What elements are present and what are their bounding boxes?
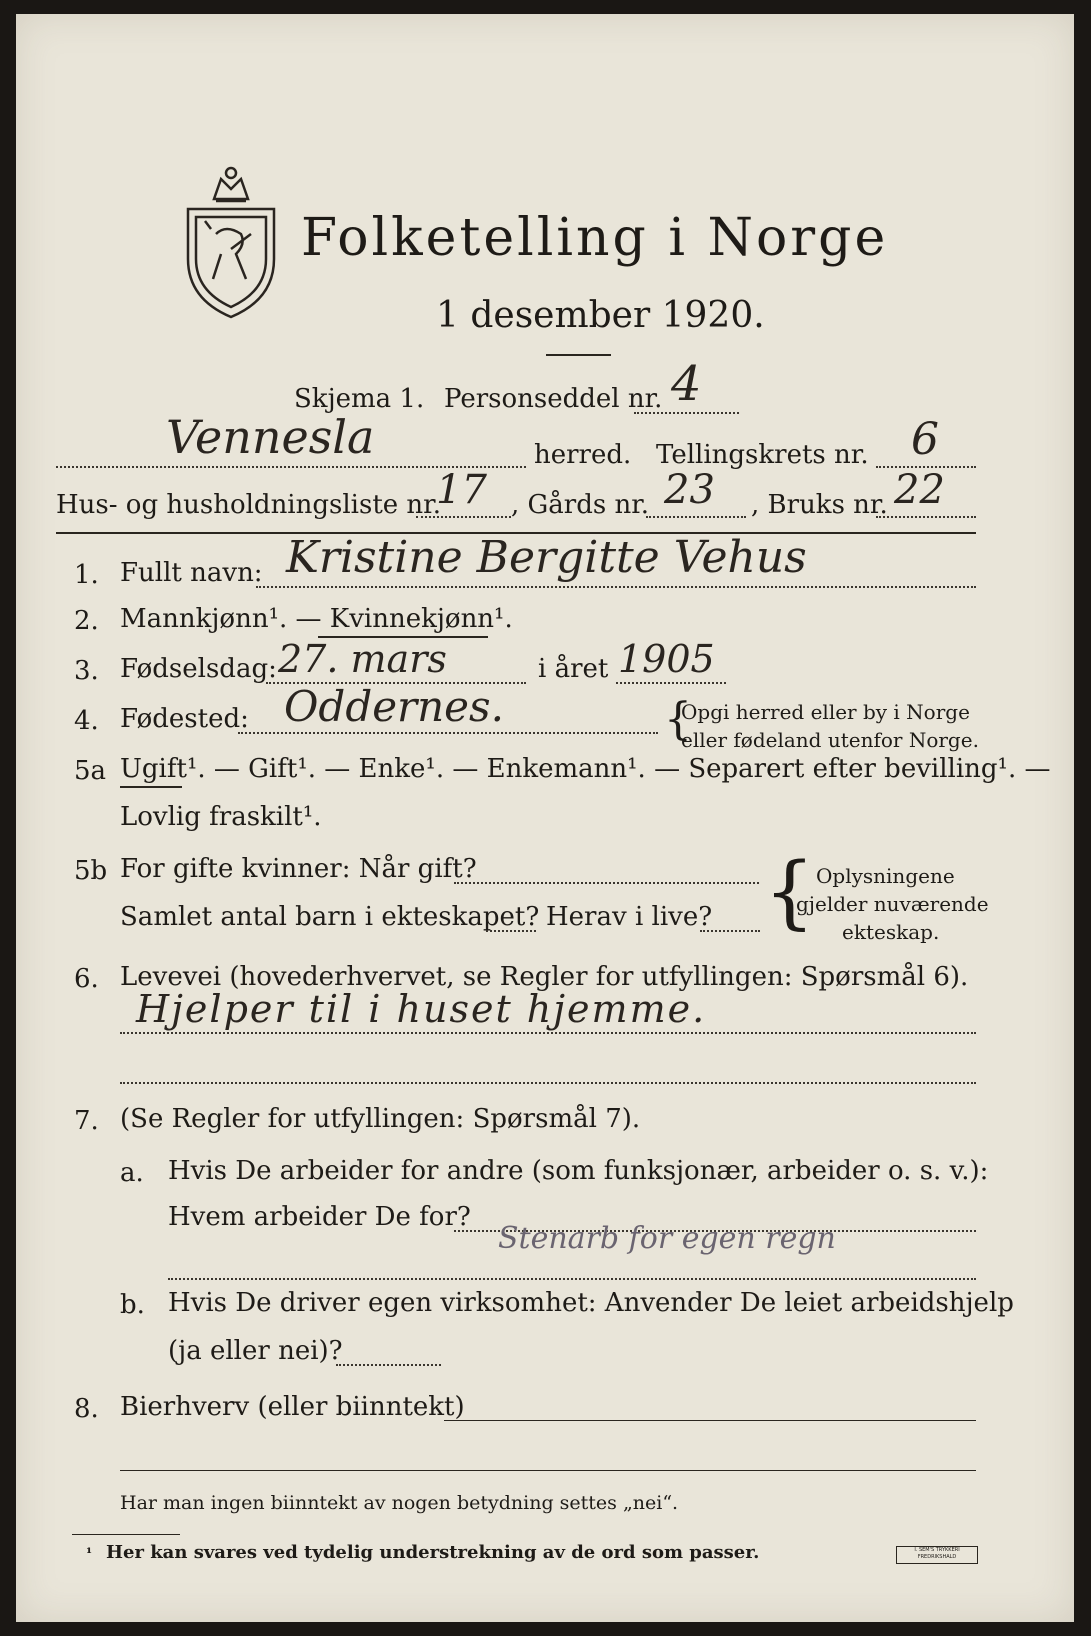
q7a-question: Hvis De arbeider for andre (som funksjonær, arbeider o. s. v.): bbox=[168, 1156, 989, 1186]
q2-number: 2. bbox=[74, 606, 99, 636]
children-label: Samlet antal barn i ekteskapet? bbox=[120, 902, 540, 932]
birthplace-value: Oddernes. bbox=[284, 682, 504, 731]
tellingskrets-value: 6 bbox=[911, 414, 939, 465]
q1-number: 1. bbox=[74, 560, 99, 590]
marriage-note-2: gjelder nuværende bbox=[796, 892, 989, 916]
q1-label: Fullt navn: bbox=[120, 558, 263, 588]
bruks-value: 22 bbox=[894, 467, 945, 513]
hus-value: 17 bbox=[436, 467, 487, 513]
form-title: Folketelling i Norge bbox=[301, 208, 889, 268]
census-form bbox=[16, 14, 1074, 1622]
q7b-number: b. bbox=[120, 1290, 145, 1320]
gards-label: , Gårds nr. bbox=[511, 490, 650, 520]
personseddel-value: 4 bbox=[671, 356, 702, 412]
personseddel-label: Personseddel nr. bbox=[444, 384, 663, 414]
q3-number: 3. bbox=[74, 656, 99, 686]
marriage-note-1: Oplysningene bbox=[816, 864, 955, 888]
q5a-number: 5a bbox=[74, 756, 107, 786]
birthplace-note-1: Opgi herred eller by i Norge bbox=[681, 700, 970, 724]
employer-value: Stenarb for egen regn bbox=[498, 1221, 836, 1256]
marital-status-options-2: Lovlig fraskilt¹. bbox=[120, 802, 322, 832]
coat-of-arms-icon bbox=[176, 159, 286, 319]
printer-stamp: I. SEM'S TRYKKERI FREDRIKSHALD bbox=[896, 1546, 978, 1564]
q5b-brace: { bbox=[764, 845, 815, 938]
married-when-label: For gifte kvinner: Når gift? bbox=[120, 854, 477, 884]
birth-year-value: 1905 bbox=[618, 637, 715, 681]
q4-number: 4. bbox=[74, 706, 99, 736]
title-divider bbox=[546, 354, 611, 356]
q7-number: 7. bbox=[74, 1106, 99, 1136]
full-name-value: Kristine Bergitte Vehus bbox=[286, 532, 807, 583]
q6-number: 6. bbox=[74, 964, 99, 994]
alive-label: Herav i live? bbox=[546, 902, 713, 932]
secondary-income-label: Bierhverv (eller biinntekt) bbox=[120, 1392, 465, 1422]
hired-help-label: (ja eller nei)? bbox=[168, 1336, 343, 1366]
marital-selection-underline bbox=[120, 786, 182, 788]
footnote-text: Her kan svares ved tydelig understrekning av de ord som passer. bbox=[106, 1542, 760, 1563]
tellingskrets-label: Tellingskrets nr. bbox=[656, 440, 869, 470]
gender-options: Mannkjønn¹. — Kvinnekjønn¹. bbox=[120, 604, 513, 634]
marital-status-options: Ugift¹. — Gift¹. — Enke¹. — Enkemann¹. — Separert efter bevilling¹. — bbox=[120, 754, 1051, 784]
form-date: 1 desember 1920. bbox=[436, 295, 765, 336]
herred-value: Vennesla bbox=[166, 410, 375, 464]
bruks-label: , Bruks nr. bbox=[751, 490, 888, 520]
q7a-number: a. bbox=[120, 1158, 144, 1188]
hus-label: Hus- og husholdningsliste nr. bbox=[56, 490, 442, 520]
q4-brace: { bbox=[664, 694, 692, 745]
q7b-question: Hvis De driver egen virksomhet: Anvender De leiet arbeidshjelp bbox=[168, 1288, 1014, 1318]
employer-label: Hvem arbeider De for? bbox=[168, 1202, 471, 1232]
marriage-note-3: ekteskap. bbox=[842, 920, 940, 944]
q5b-number: 5b bbox=[74, 856, 108, 886]
footnote-mark: ¹ bbox=[86, 1546, 93, 1562]
q4-label: Fødested: bbox=[120, 704, 249, 734]
q7-label: (Se Regler for utfyllingen: Spørsmål 7). bbox=[120, 1104, 641, 1134]
birthplace-note-2: eller fødeland utenfor Norge. bbox=[681, 728, 979, 752]
year-label: i året bbox=[538, 654, 609, 684]
herred-label: herred. bbox=[534, 440, 632, 470]
birthday-value: 27. mars bbox=[278, 637, 447, 681]
gards-value: 23 bbox=[664, 467, 715, 513]
q3-label: Fødselsdag: bbox=[120, 654, 277, 684]
occupation-value: Hjelper til i huset hjemme. bbox=[136, 987, 707, 1031]
q8-number: 8. bbox=[74, 1394, 99, 1424]
no-income-note: Har man ingen biinntekt av nogen betydning settes „nei“. bbox=[120, 1492, 679, 1514]
skjema-label: Skjema 1. bbox=[294, 384, 425, 414]
occupation-label: Levevei (hovederhvervet, se Regler for utfyllingen: Spørsmål 6). bbox=[120, 962, 969, 992]
